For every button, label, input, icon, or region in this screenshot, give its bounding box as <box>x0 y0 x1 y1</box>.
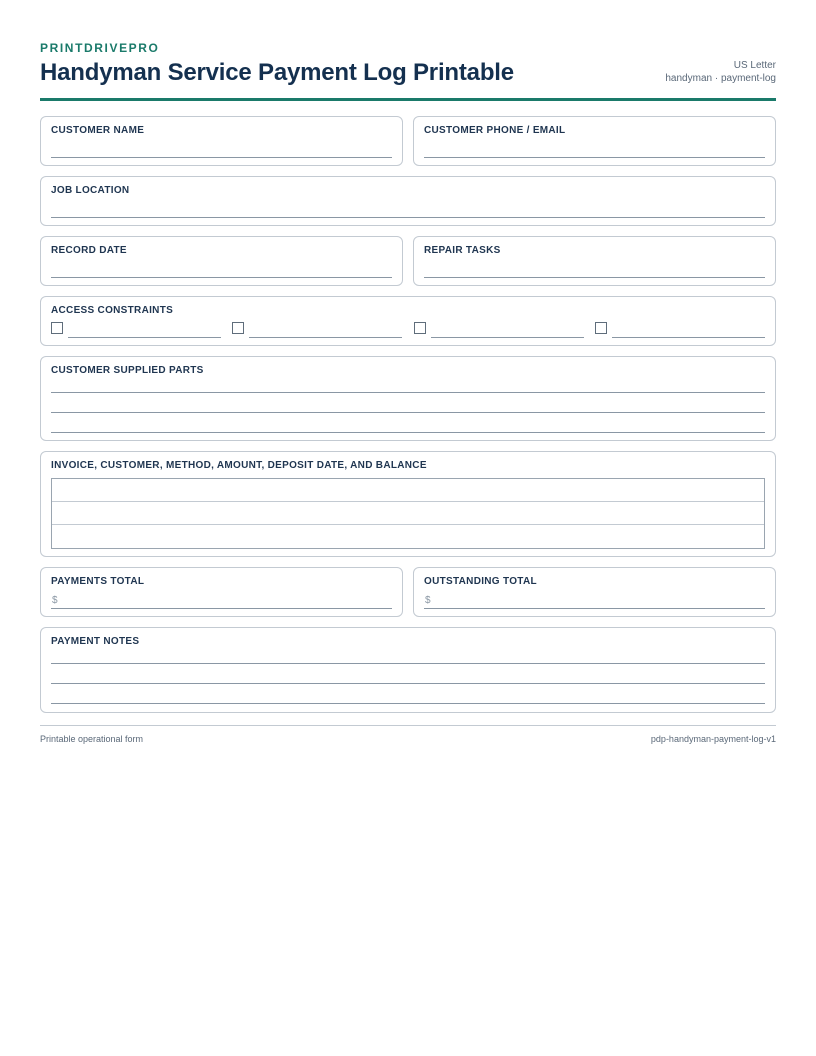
payments-total-label: PAYMENTS TOTAL <box>51 576 145 587</box>
payments-total-box <box>40 567 403 617</box>
parts-line-2[interactable] <box>51 412 765 413</box>
parts-line-1[interactable] <box>51 392 765 393</box>
access-constraints-label: ACCESS CONSTRAINTS <box>51 305 174 316</box>
record-date-label: RECORD DATE <box>51 245 127 256</box>
customer-supplied-parts-box <box>40 356 776 441</box>
record-date-box <box>40 236 403 286</box>
job-location-box <box>40 176 776 226</box>
access-checkbox-3[interactable] <box>414 322 426 334</box>
table-row[interactable] <box>52 525 764 548</box>
form-id: pdp-handyman-payment-log-v1 <box>650 734 776 744</box>
paper-size: US Letter <box>733 60 776 71</box>
outstanding-total-box <box>413 567 776 617</box>
payment-table-label: INVOICE, CUSTOMER, METHOD, AMOUNT, DEPOSIT DATE, AND BALANCE <box>51 460 427 471</box>
table-row[interactable] <box>52 502 764 525</box>
table-row[interactable] <box>52 479 764 502</box>
repair-tasks-box <box>413 236 776 286</box>
payments-total-field[interactable] <box>51 608 392 609</box>
payment-table <box>51 478 765 549</box>
form-tags: handyman · payment-log <box>665 73 776 84</box>
outstanding-total-label: OUTSTANDING TOTAL <box>424 576 537 587</box>
job-location-field[interactable] <box>51 217 765 218</box>
customer-supplied-parts-label: CUSTOMER SUPPLIED PARTS <box>51 365 204 376</box>
parts-line-3[interactable] <box>51 432 765 433</box>
customer-contact-field[interactable] <box>424 157 765 158</box>
brand-name: PRINTDRIVEPRO <box>40 41 160 55</box>
payment-notes-box <box>40 627 776 713</box>
access-constraints-box <box>40 296 776 346</box>
payment-notes-label: PAYMENT NOTES <box>51 636 140 647</box>
access-option-line-1[interactable] <box>68 337 221 338</box>
form-page <box>40 40 776 647</box>
record-date-field[interactable] <box>51 277 392 278</box>
notes-line-2[interactable] <box>51 683 765 684</box>
footer <box>40 725 776 744</box>
outstanding-total-currency: $ <box>425 595 431 606</box>
access-option-line-3[interactable] <box>431 337 584 338</box>
notes-line-3[interactable] <box>51 703 765 704</box>
customer-name-field[interactable] <box>51 157 392 158</box>
customer-name-box <box>40 116 403 166</box>
header <box>40 40 776 101</box>
access-checkbox-2[interactable] <box>232 322 244 334</box>
footer-description: Printable operational form <box>40 734 144 744</box>
repair-tasks-field[interactable] <box>424 277 765 278</box>
job-location-label: JOB LOCATION <box>51 185 130 196</box>
customer-name-label: CUSTOMER NAME <box>51 125 145 136</box>
access-checkbox-4[interactable] <box>595 322 607 334</box>
payments-total-currency: $ <box>52 595 58 606</box>
customer-contact-box <box>413 116 776 166</box>
payment-table-box <box>40 451 776 557</box>
outstanding-total-field[interactable] <box>424 608 765 609</box>
repair-tasks-label: REPAIR TASKS <box>424 245 501 256</box>
notes-line-1[interactable] <box>51 663 765 664</box>
access-checkbox-1[interactable] <box>51 322 63 334</box>
page-title: Handyman Service Payment Log Printable <box>40 59 514 86</box>
page-meta <box>665 59 776 85</box>
access-option-line-2[interactable] <box>249 337 402 338</box>
customer-contact-label: CUSTOMER PHONE / EMAIL <box>424 125 566 136</box>
access-option-line-4[interactable] <box>612 337 765 338</box>
